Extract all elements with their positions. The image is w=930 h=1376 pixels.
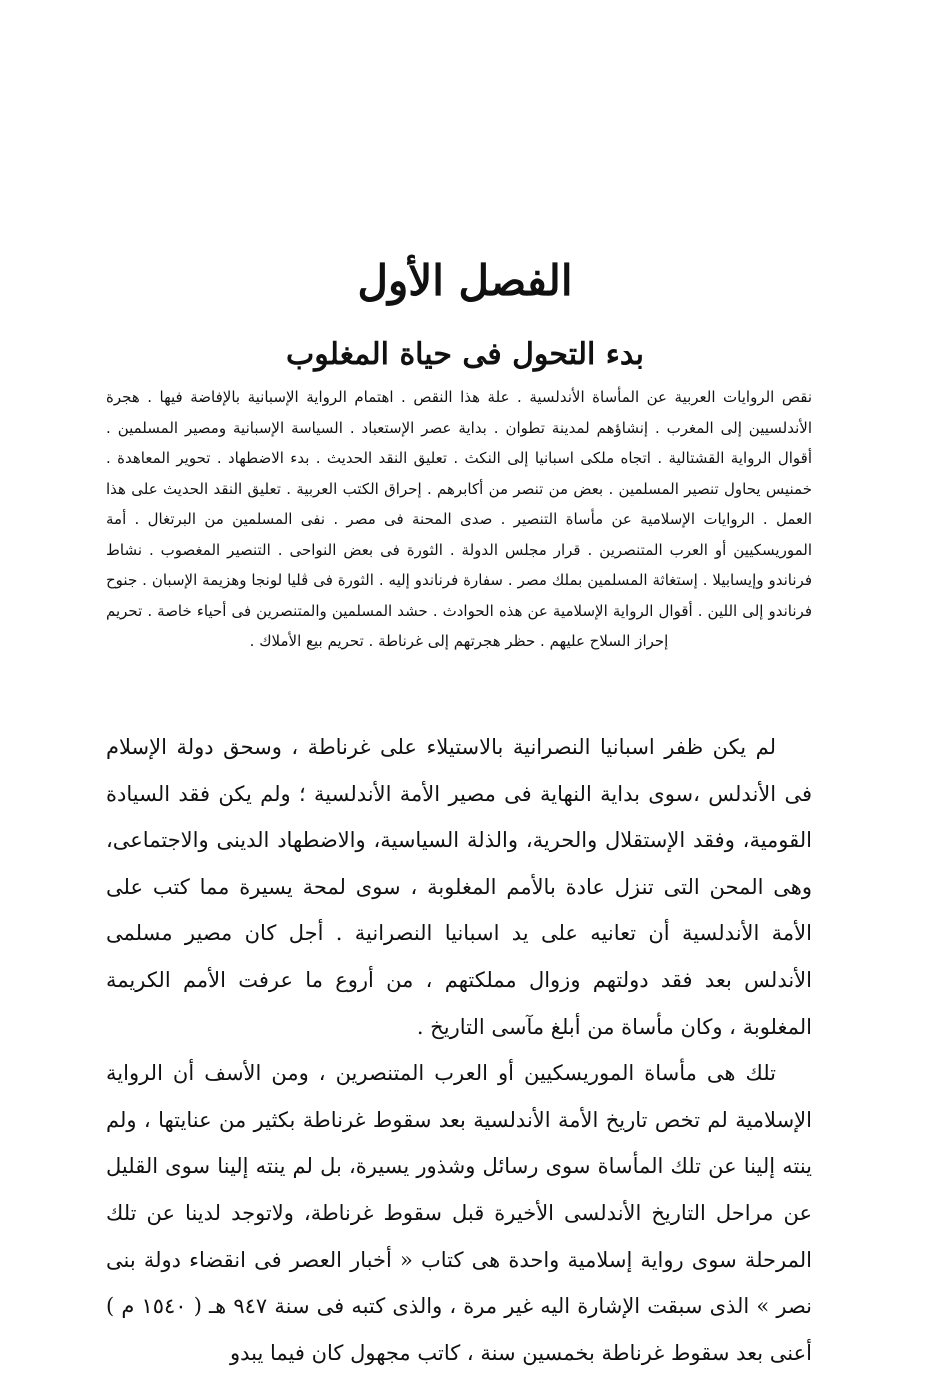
chapter-subtitle: بدء التحول فى حياة المغلوب [286, 336, 644, 372]
chapter-summary: نقص الروايات العربية عن المأساة الأندلسية . علة هذا النقص . اهتمام الرواية الإسبانية بالإفاضة فيها . هجرة الأندلسيين إلى المغرب . إنشاؤهم لمدينة تطوان . بداية عصر الإستعباد . السياسة الإسبانية ومصير المسلمين . أقوال الرواية القشتالية . اتجاه ملكى اسبانيا إلى النكث . تعليق النقد الحديث . بدء الاضطهاد . تحوير المعاهدة . خمنيس يحاول تنصير المسلمين . بعض من تنصر من أكابرهم . إحراق الكتب العربية . تعليق النقد الحديث على هذا العمل . الروايات الإسلامية عن مأساة التنصير . صدى المحنة فى مصر . نفى المسلمين من البرتغال . أمة الموريسكيين أو العرب المتنصرين . قرار مجلس الدولة . الثورة فى بعض النواحى . التنصير المغصوب . نشاط فرناندو وإيسابيلا . إستغاثة المسلمين بملك مصر . سفارة فرناندو إليه . الثورة فى ڤليا لونجا وهزيمة الإسبان . جنوح فرناندو إلى اللين . أقوال الرواية الإسلامية عن هذه الحوادث . حشد المسلمين والمتنصرين فى أحياء خاصة . تحريم إحراز السلاح عليهم . حظر هجرتهم إلى غرناطة . تحريم بيع الأملاك . [106, 388, 812, 650]
chapter-title: الفصل الأول [357, 256, 573, 306]
paragraph-2: تلك هى مأساة الموريسكيين أو العرب المتنصرين ، ومن الأسف أن الرواية الإسلامية لم تخص تاريخ الأمة الأندلسية بعد سقوط غرناطة بكثير من عنايتها ، ولم ينته إلينا عن تلك المأساة سوى رسائل وشذور يسيرة، بل لم ينته إلينا سوى القليل عن مراحل التاريخ الأندلسى الأخيرة قبل سقوط غرناطة، ولاتوجد لدينا عن تلك المرحلة سوى رواية إسلامية واحدة هى كتاب « أخبار العصر فى انقضاء دولة بنى نصر » الذى سبقت الإشارة اليه غير مرة ، والذى كتبه فى سنة ٩٤٧ هـ ( ١٥٤٠ م ) أعنى بعد سقوط غرناطة بخمسين سنة ، كاتب مجهول كان فيما يبدو [106, 1061, 812, 1365]
body-text [106, 724, 812, 1376]
paragraph-1: لم يكن ظفر اسبانيا النصرانية بالاستيلاء على غرناطة ، وسحق دولة الإسلام فى الأندلس ،سوى بداية النهاية فى مصير الأمة الأندلسية ؛ ولم يكن فقد السيادة القومية، وفقد الإستقلال والحرية، والذلة السياسية، والاضطهاد الدينى والاجتماعى، وهى المحن التى تنزل عادة بالأمم المغلوبة ، سوى لمحة يسيرة مما كتب على الأمة الأندلسية أن تعانيه على يد اسبانيا النصرانية . أجل كان مصير مسلمى الأندلس بعد فقد دولتهم وزوال مملكتهم ، من أروع ما عرفت الأمم الكريمة المغلوبة ، وكان مأساة من أبلغ مآسى التاريخ . [106, 735, 812, 1039]
